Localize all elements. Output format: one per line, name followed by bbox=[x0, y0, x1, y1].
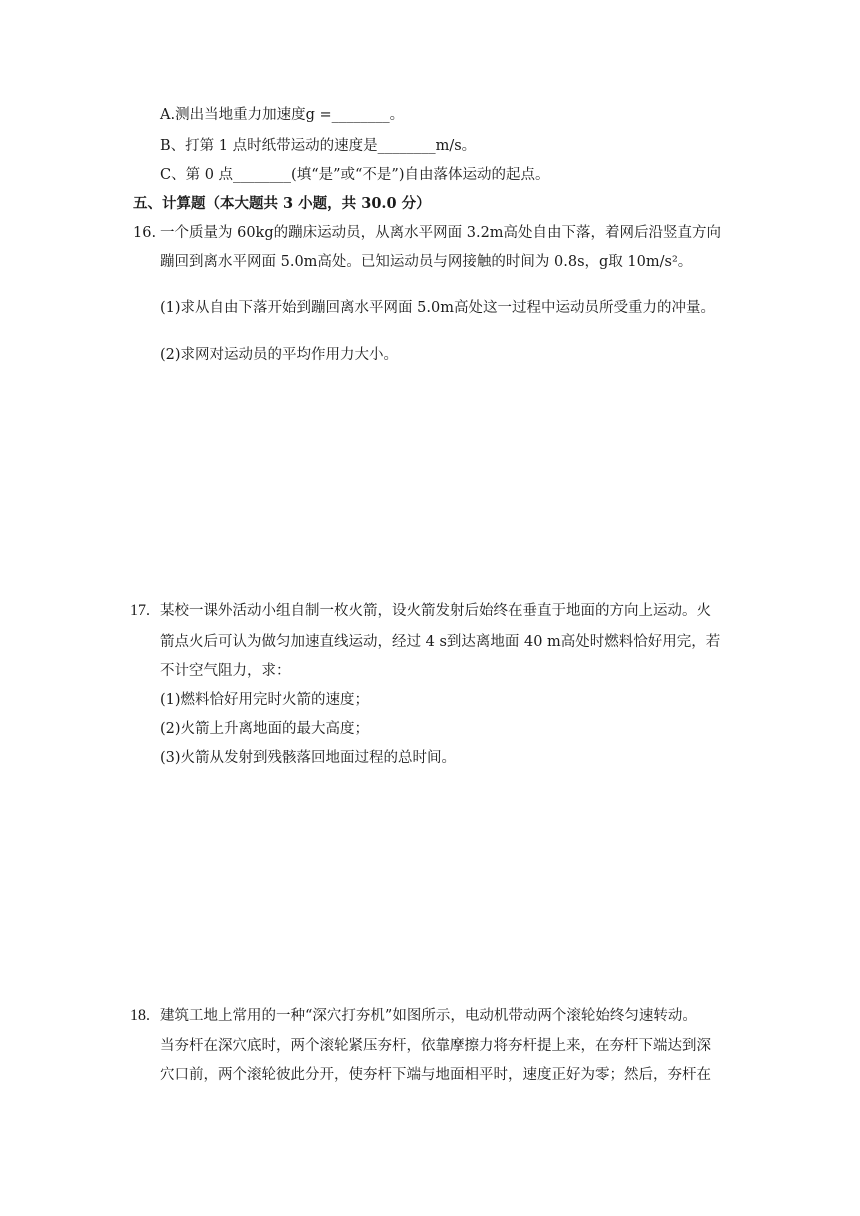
section-heading: 五、计算题（本大题共 3 小题，共 30.0 分） bbox=[133, 195, 431, 212]
question-17-part-2: (2)火箭上升离地面的最大高度； bbox=[160, 721, 370, 737]
question-17-number: 17. bbox=[130, 602, 150, 619]
question-17-part-1: (1)燃料恰好用完时火箭的速度； bbox=[160, 692, 370, 708]
question-18-line-2: 当夯杆在深穴底时，两个滚轮紧压夯杆，依靠摩擦力将夯杆提上来，在夯杆下端达到深 bbox=[160, 1038, 711, 1054]
question-16-line-2: 蹦回到离水平网面 5.0m高处。已知运动员与网接触的时间为 0.8s，g取 10m/s²。 bbox=[160, 254, 693, 270]
option-c: C、第 0 点________(填“是”或“不是”)自由落体运动的起点。 bbox=[160, 167, 550, 183]
question-16-number: 16. bbox=[133, 225, 157, 241]
question-16-part-1: (1)求从自由下落开始到蹦回离水平网面 5.0m高处这一过程中运动员所受重力的冲量。 bbox=[160, 300, 715, 316]
question-17-line-3: 不计空气阻力，求： bbox=[160, 663, 291, 679]
question-17-line-1: 某校一课外活动小组自制一枚火箭，设火箭发射后始终在垂直于地面的方向上运动。火 bbox=[160, 603, 711, 619]
question-16-line-1: 一个质量为 60kg的蹦床运动员，从离水平网面 3.2m高处自由下落，着网后沿竖直方向 bbox=[160, 225, 722, 241]
question-17-line-2: 箭点火后可认为做匀加速直线运动，经过 4 s到达离地面 40 m高处时燃料恰好用完，若 bbox=[160, 634, 721, 650]
option-b: B、打第 1 点时纸带运动的速度是________m/s。 bbox=[160, 138, 477, 154]
question-18-number: 18. bbox=[130, 1007, 150, 1024]
question-18-line-1: 建筑工地上常用的一种“深穴打夯机”如图所示，电动机带动两个滚轮始终匀速转动。 bbox=[160, 1008, 697, 1024]
question-17-part-3: (3)火箭从发射到残骸落回地面过程的总时间。 bbox=[160, 750, 457, 766]
question-16-part-2: (2)求网对运动员的平均作用力大小。 bbox=[160, 347, 399, 363]
option-a: A.测出当地重力加速度g =________。 bbox=[160, 107, 405, 123]
question-18-line-3: 穴口前，两个滚轮彼此分开，使夯杆下端与地面相平时，速度正好为零；然后，夯杆在 bbox=[160, 1067, 711, 1083]
